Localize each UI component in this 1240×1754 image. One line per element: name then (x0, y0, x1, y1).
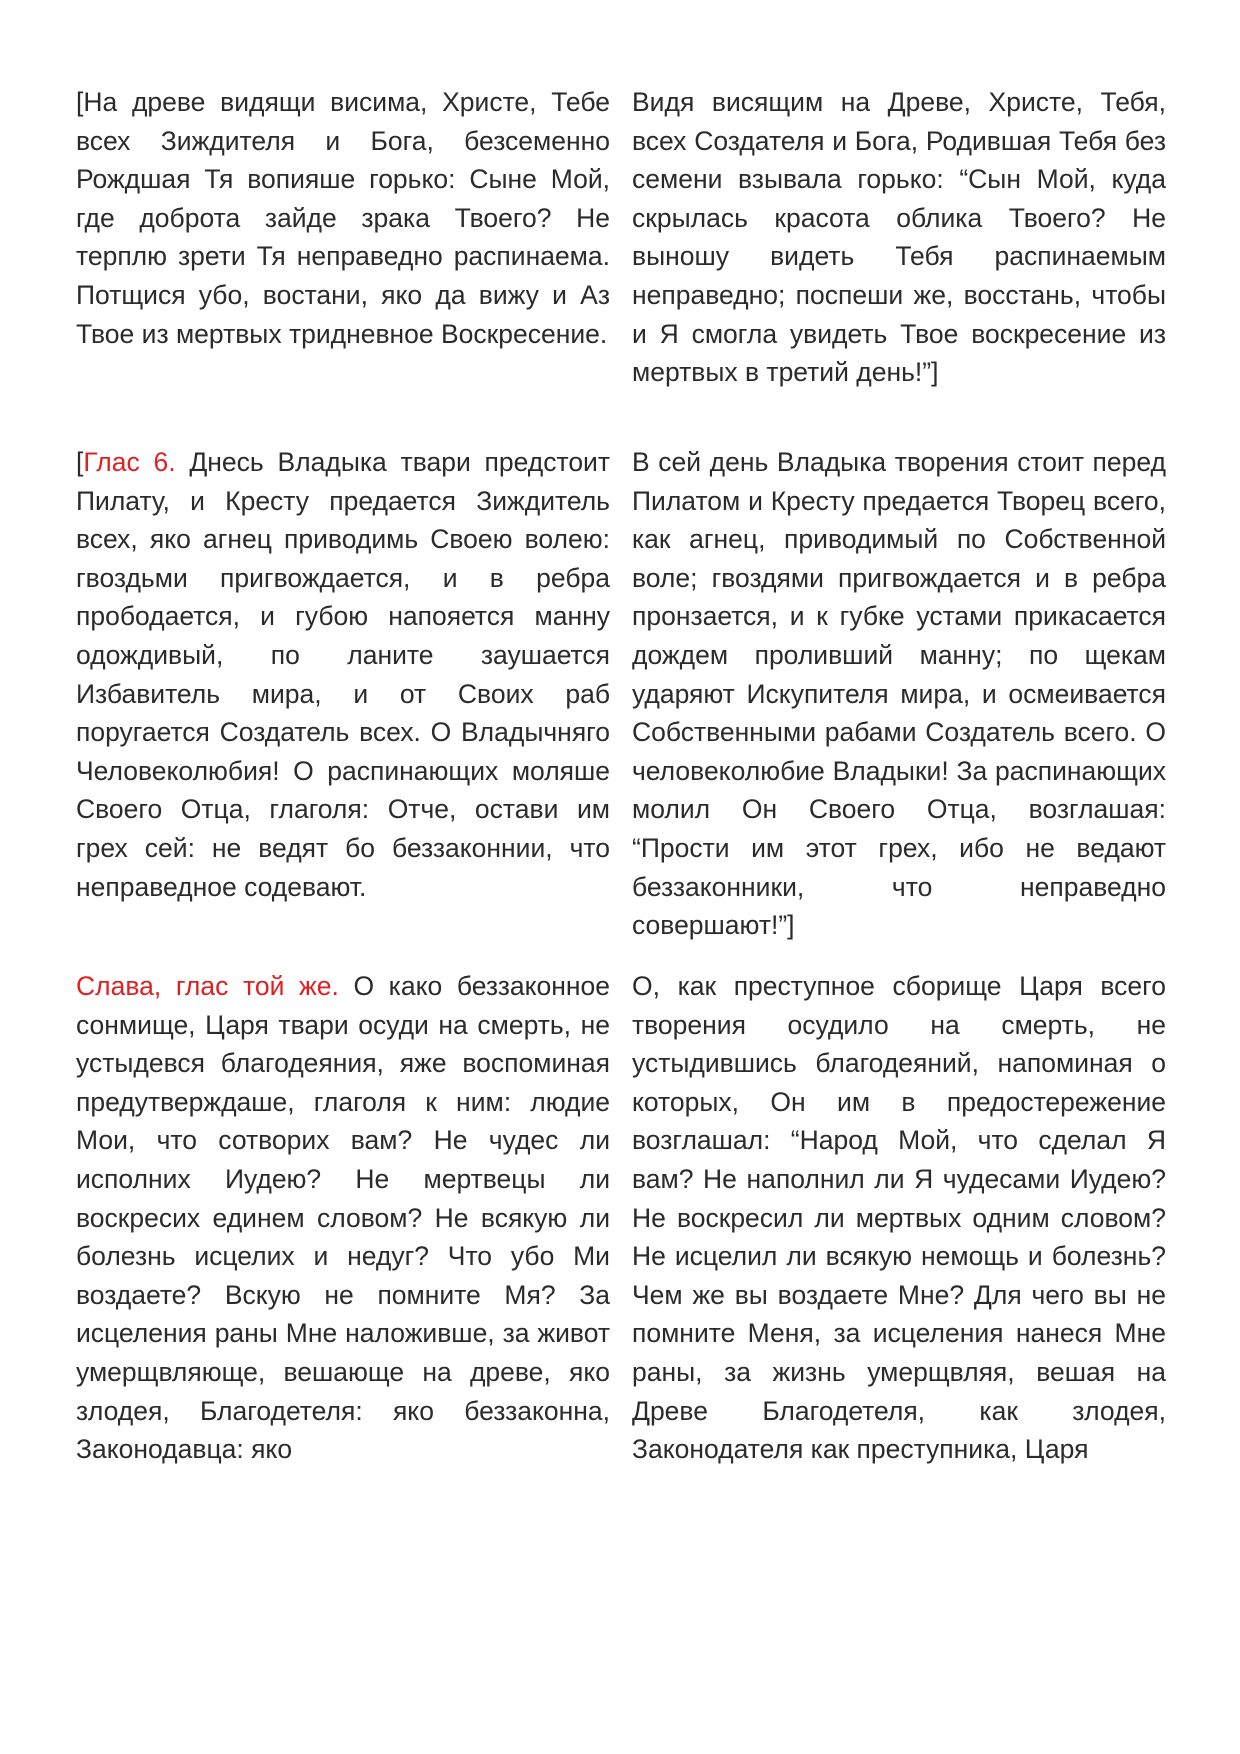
section-1-left-text: [На древе видящи висима, Христе, Тебе всех Зиждителя и Бога, безсеменно Рождшая Тя вопияше горько: Сыне Мой, где доброта зайде зрака Твоего? Не терплю зрети Тя неправедно распинаема. Потщися убо, востани, яко да вижу и Аз Твое из мертвых тридневное Воскресение. (76, 87, 610, 349)
section-2-russian: В сей день Владыка творения стоит перед Пилатом и Кресту предается Творец всего, как агнец, приводимый по Собственной воле; гвоздями пригвождается и в ребра пронзается, и к губке устами прикасается дождем проливший манну; по щекам ударяют Искупителя мира, и осмеивается Собственными рабами Создатель всего. О человеколюбие Владыки! За распинающих молил Он Своего Отца, возглашая: “Прости им этот грех, ибо не ведают беззаконники, что неправедно совершают!”] (632, 447, 1166, 941)
section-1-russian: Видя висящим на Древе, Христе, Тебя, всех Создателя и Бога, Родившая Тебя без семени взывала горько: “Сын Мой, куда скрылась красота облика Твоего? Не выношу видеть Тебя распинаемым неправедно; поспеши же, восстань, чтобы и Я смогла увидеть Твое воскресение из мертвых в третий день!”] (632, 87, 1166, 388)
section-2-left-text: Днесь Владыка твари предстоит Пилату, и Кресту предается Зиждитель всех, яко агнец приводимь Своею волею: гвоздьми пригвождается, и в ребра прободается, и губою напояется манну одождивый, по ланите заушается Избавитель мира, и от Своих раб поругается Создатель всех. О Владычняго Человеколюбия! О распинающих моляше Своего Отца, глаголя: Отче, остави им грех сей: не ведят бо беззаконнии, что неправедное содевают. (76, 447, 610, 902)
section-3 (76, 967, 1166, 1469)
section-2-tone-heading: Глас 6. (83, 447, 176, 477)
section-2-church-slavonic (76, 443, 610, 945)
section-1 (76, 83, 1166, 392)
section-1-church-slavonic (76, 83, 610, 392)
section-2 (76, 443, 1166, 945)
section-3-church-slavonic (76, 967, 610, 1469)
section-2-bracket: [ (76, 447, 84, 477)
section-3-tone-heading: Слава, глас той же. (76, 971, 339, 1001)
section-3-left-text: О како беззаконное сонмище, Царя твари осуди на смерть, не устыдевся благодеяния, яже воспоминая предутверждаше, глаголя к ним: людие Мои, что сотворих вам? Не чудес ли исполних Иудею? Не мертвецы ли воскресих единем словом? Не всякую ли болезнь исцелих и недуг? Что убо Ми воздаете? Вскую не помните Мя? За исцеления раны Мне наложивше, за живот умерщвляюще, вешающе на древе, яко злодея, Благодетеля: яко беззаконна, Законодавца: яко (76, 971, 610, 1465)
section-3-russian: О, как преступное сборище Царя всего творения осудило на смерть, не устыдившись благодеяний, напоминая о которых, Он им в предостережение возглашал: “Народ Мой, что сделал Я вам? Не наполнил ли Я чудесами Иудею? Не воскресил ли мертвых одним словом? Не исцелил ли всякую немощь и болезнь? Чем же вы воздаете Мне? Для чего вы не помните Меня, за исцеления нанеся Мне раны, за жизнь умерщвляя, вешая на Древе Благодетеля, как злодея, Законодателя как преступника, Царя (632, 971, 1166, 1465)
